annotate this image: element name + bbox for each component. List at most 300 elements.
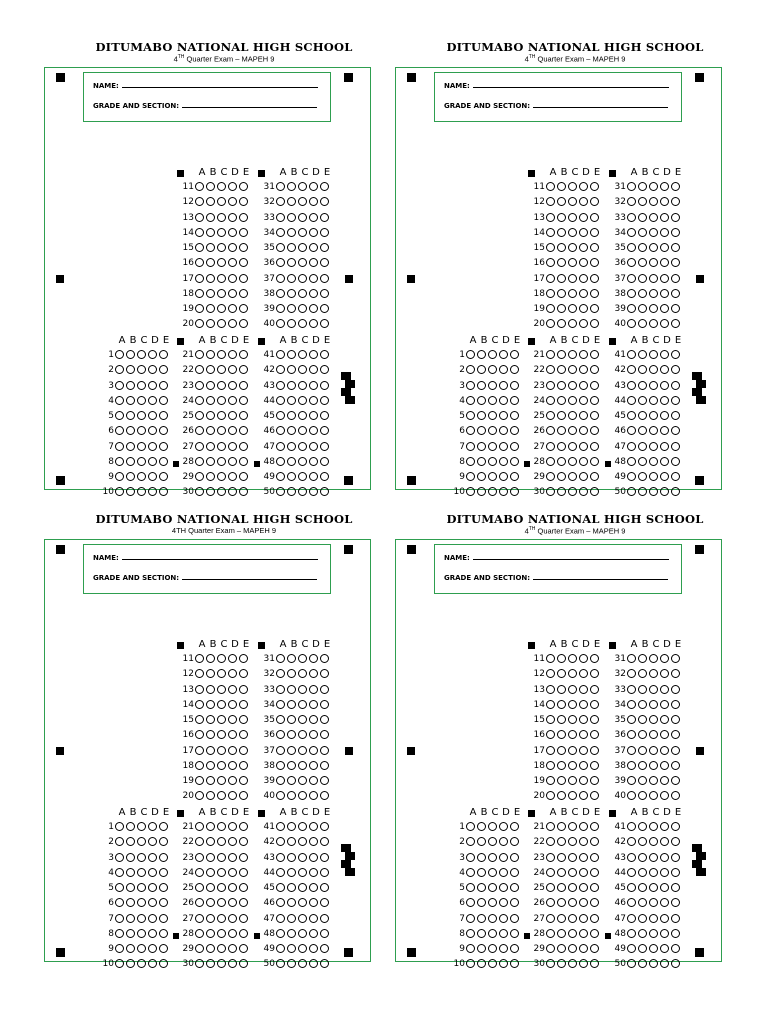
answer-bubble[interactable]	[477, 442, 486, 451]
answer-bubble[interactable]	[287, 791, 296, 800]
answer-bubble[interactable]	[287, 746, 296, 755]
answer-bubble[interactable]	[590, 746, 599, 755]
answer-bubble[interactable]	[298, 715, 307, 724]
answer-bubble[interactable]	[568, 944, 577, 953]
answer-bubble[interactable]	[649, 319, 658, 328]
answer-bubble[interactable]	[510, 837, 519, 846]
answer-bubble[interactable]	[195, 685, 204, 694]
answer-bubble[interactable]	[239, 761, 248, 770]
answer-bubble[interactable]	[557, 319, 566, 328]
answer-bubble[interactable]	[546, 822, 555, 831]
name-field[interactable]	[444, 553, 669, 562]
answer-bubble[interactable]	[206, 929, 215, 938]
answer-bubble[interactable]	[228, 472, 237, 481]
answer-bubble[interactable]	[499, 929, 508, 938]
answer-bubble[interactable]	[276, 929, 285, 938]
answer-bubble[interactable]	[568, 959, 577, 968]
answer-bubble[interactable]	[568, 365, 577, 374]
answer-bubble[interactable]	[649, 654, 658, 663]
answer-bubble[interactable]	[638, 381, 647, 390]
answer-bubble[interactable]	[126, 442, 135, 451]
answer-bubble[interactable]	[287, 944, 296, 953]
answer-bubble[interactable]	[159, 442, 168, 451]
answer-bubble[interactable]	[195, 289, 204, 298]
answer-bubble[interactable]	[206, 182, 215, 191]
answer-bubble[interactable]	[590, 730, 599, 739]
answer-bubble[interactable]	[660, 304, 669, 313]
answer-bubble[interactable]	[649, 304, 658, 313]
answer-bubble[interactable]	[671, 914, 680, 923]
answer-bubble[interactable]	[137, 959, 146, 968]
answer-bubble[interactable]	[309, 959, 318, 968]
answer-bubble[interactable]	[638, 213, 647, 222]
answer-bubble[interactable]	[320, 426, 329, 435]
answer-bubble[interactable]	[627, 411, 636, 420]
answer-bubble[interactable]	[206, 243, 215, 252]
answer-bubble[interactable]	[510, 426, 519, 435]
answer-bubble[interactable]	[126, 411, 135, 420]
answer-bubble[interactable]	[276, 654, 285, 663]
answer-bubble[interactable]	[477, 959, 486, 968]
answer-bubble[interactable]	[276, 883, 285, 892]
answer-bubble[interactable]	[217, 197, 226, 206]
answer-bubble[interactable]	[239, 700, 248, 709]
answer-bubble[interactable]	[287, 365, 296, 374]
answer-bubble[interactable]	[228, 715, 237, 724]
answer-bubble[interactable]	[546, 776, 555, 785]
answer-bubble[interactable]	[671, 274, 680, 283]
answer-bubble[interactable]	[298, 442, 307, 451]
answer-bubble[interactable]	[671, 289, 680, 298]
answer-bubble[interactable]	[649, 914, 658, 923]
answer-bubble[interactable]	[638, 289, 647, 298]
answer-bubble[interactable]	[660, 182, 669, 191]
answer-bubble[interactable]	[276, 197, 285, 206]
answer-bubble[interactable]	[276, 776, 285, 785]
answer-bubble[interactable]	[287, 776, 296, 785]
answer-bubble[interactable]	[477, 472, 486, 481]
answer-bubble[interactable]	[546, 396, 555, 405]
answer-bubble[interactable]	[546, 883, 555, 892]
answer-bubble[interactable]	[287, 883, 296, 892]
answer-bubble[interactable]	[671, 197, 680, 206]
answer-bubble[interactable]	[499, 472, 508, 481]
answer-bubble[interactable]	[228, 411, 237, 420]
answer-bubble[interactable]	[298, 746, 307, 755]
answer-bubble[interactable]	[115, 411, 124, 420]
answer-bubble[interactable]	[638, 396, 647, 405]
answer-bubble[interactable]	[660, 213, 669, 222]
answer-bubble[interactable]	[477, 837, 486, 846]
answer-bubble[interactable]	[126, 381, 135, 390]
answer-bubble[interactable]	[660, 715, 669, 724]
answer-bubble[interactable]	[649, 381, 658, 390]
answer-bubble[interactable]	[298, 944, 307, 953]
answer-bubble[interactable]	[557, 669, 566, 678]
answer-bubble[interactable]	[671, 319, 680, 328]
answer-bubble[interactable]	[137, 853, 146, 862]
answer-bubble[interactable]	[568, 715, 577, 724]
answer-bubble[interactable]	[649, 944, 658, 953]
answer-bubble[interactable]	[488, 365, 497, 374]
answer-bubble[interactable]	[638, 929, 647, 938]
answer-bubble[interactable]	[148, 396, 157, 405]
answer-bubble[interactable]	[126, 350, 135, 359]
answer-bubble[interactable]	[195, 304, 204, 313]
answer-bubble[interactable]	[309, 944, 318, 953]
answer-bubble[interactable]	[590, 243, 599, 252]
answer-bubble[interactable]	[298, 487, 307, 496]
answer-bubble[interactable]	[568, 304, 577, 313]
answer-bubble[interactable]	[638, 411, 647, 420]
answer-bubble[interactable]	[276, 715, 285, 724]
answer-bubble[interactable]	[671, 411, 680, 420]
answer-bubble[interactable]	[320, 883, 329, 892]
answer-bubble[interactable]	[557, 868, 566, 877]
answer-bubble[interactable]	[638, 761, 647, 770]
answer-bubble[interactable]	[115, 472, 124, 481]
answer-bubble[interactable]	[217, 289, 226, 298]
answer-bubble[interactable]	[649, 685, 658, 694]
answer-bubble[interactable]	[320, 442, 329, 451]
answer-bubble[interactable]	[217, 791, 226, 800]
answer-bubble[interactable]	[276, 822, 285, 831]
answer-bubble[interactable]	[126, 837, 135, 846]
answer-bubble[interactable]	[638, 776, 647, 785]
answer-bubble[interactable]	[206, 654, 215, 663]
answer-bubble[interactable]	[499, 822, 508, 831]
answer-bubble[interactable]	[627, 396, 636, 405]
answer-bubble[interactable]	[660, 853, 669, 862]
answer-bubble[interactable]	[627, 289, 636, 298]
answer-bubble[interactable]	[671, 182, 680, 191]
answer-bubble[interactable]	[115, 365, 124, 374]
answer-bubble[interactable]	[309, 883, 318, 892]
answer-bubble[interactable]	[488, 959, 497, 968]
answer-bubble[interactable]	[287, 182, 296, 191]
answer-bubble[interactable]	[320, 959, 329, 968]
answer-bubble[interactable]	[298, 761, 307, 770]
answer-bubble[interactable]	[627, 685, 636, 694]
answer-bubble[interactable]	[309, 791, 318, 800]
answer-bubble[interactable]	[649, 776, 658, 785]
answer-bubble[interactable]	[579, 457, 588, 466]
answer-bubble[interactable]	[148, 822, 157, 831]
answer-bubble[interactable]	[206, 487, 215, 496]
answer-bubble[interactable]	[671, 761, 680, 770]
answer-bubble[interactable]	[671, 746, 680, 755]
answer-bubble[interactable]	[228, 213, 237, 222]
answer-bubble[interactable]	[206, 228, 215, 237]
answer-bubble[interactable]	[671, 472, 680, 481]
answer-bubble[interactable]	[546, 746, 555, 755]
answer-bubble[interactable]	[217, 883, 226, 892]
answer-bubble[interactable]	[627, 959, 636, 968]
answer-bubble[interactable]	[671, 213, 680, 222]
answer-bubble[interactable]	[660, 472, 669, 481]
answer-bubble[interactable]	[126, 396, 135, 405]
answer-bubble[interactable]	[287, 868, 296, 877]
answer-bubble[interactable]	[228, 944, 237, 953]
answer-bubble[interactable]	[638, 228, 647, 237]
answer-bubble[interactable]	[649, 837, 658, 846]
grade-section-field[interactable]	[93, 573, 317, 582]
answer-bubble[interactable]	[579, 442, 588, 451]
answer-bubble[interactable]	[276, 228, 285, 237]
answer-bubble[interactable]	[239, 791, 248, 800]
answer-bubble[interactable]	[276, 761, 285, 770]
answer-bubble[interactable]	[590, 304, 599, 313]
answer-bubble[interactable]	[638, 258, 647, 267]
answer-bubble[interactable]	[649, 730, 658, 739]
answer-bubble[interactable]	[568, 457, 577, 466]
answer-bubble[interactable]	[627, 197, 636, 206]
answer-bubble[interactable]	[276, 426, 285, 435]
answer-bubble[interactable]	[627, 243, 636, 252]
answer-bubble[interactable]	[228, 197, 237, 206]
answer-bubble[interactable]	[320, 274, 329, 283]
answer-bubble[interactable]	[239, 365, 248, 374]
answer-bubble[interactable]	[298, 258, 307, 267]
answer-bubble[interactable]	[276, 487, 285, 496]
answer-bubble[interactable]	[115, 914, 124, 923]
answer-bubble[interactable]	[217, 822, 226, 831]
answer-bubble[interactable]	[126, 883, 135, 892]
answer-bubble[interactable]	[649, 700, 658, 709]
answer-bubble[interactable]	[568, 228, 577, 237]
answer-bubble[interactable]	[126, 457, 135, 466]
grade-section-blank[interactable]	[533, 101, 668, 108]
answer-bubble[interactable]	[590, 822, 599, 831]
answer-bubble[interactable]	[148, 914, 157, 923]
name-blank[interactable]	[122, 81, 318, 88]
answer-bubble[interactable]	[148, 929, 157, 938]
answer-bubble[interactable]	[217, 381, 226, 390]
answer-bubble[interactable]	[115, 442, 124, 451]
answer-bubble[interactable]	[217, 715, 226, 724]
answer-bubble[interactable]	[309, 837, 318, 846]
answer-bubble[interactable]	[546, 213, 555, 222]
answer-bubble[interactable]	[568, 654, 577, 663]
answer-bubble[interactable]	[671, 654, 680, 663]
answer-bubble[interactable]	[287, 685, 296, 694]
answer-bubble[interactable]	[239, 381, 248, 390]
answer-bubble[interactable]	[239, 213, 248, 222]
answer-bubble[interactable]	[546, 319, 555, 328]
answer-bubble[interactable]	[276, 837, 285, 846]
answer-bubble[interactable]	[649, 746, 658, 755]
answer-bubble[interactable]	[159, 929, 168, 938]
answer-bubble[interactable]	[499, 944, 508, 953]
answer-bubble[interactable]	[298, 411, 307, 420]
answer-bubble[interactable]	[546, 685, 555, 694]
answer-bubble[interactable]	[557, 442, 566, 451]
answer-bubble[interactable]	[627, 715, 636, 724]
answer-bubble[interactable]	[115, 822, 124, 831]
answer-bubble[interactable]	[287, 304, 296, 313]
answer-bubble[interactable]	[579, 487, 588, 496]
answer-bubble[interactable]	[206, 715, 215, 724]
answer-bubble[interactable]	[638, 730, 647, 739]
answer-bubble[interactable]	[217, 487, 226, 496]
answer-bubble[interactable]	[638, 243, 647, 252]
answer-bubble[interactable]	[276, 304, 285, 313]
answer-bubble[interactable]	[287, 837, 296, 846]
answer-bubble[interactable]	[579, 258, 588, 267]
answer-bubble[interactable]	[488, 914, 497, 923]
answer-bubble[interactable]	[195, 944, 204, 953]
answer-bubble[interactable]	[568, 868, 577, 877]
answer-bubble[interactable]	[320, 929, 329, 938]
answer-bubble[interactable]	[309, 396, 318, 405]
answer-bubble[interactable]	[320, 746, 329, 755]
answer-bubble[interactable]	[309, 487, 318, 496]
answer-bubble[interactable]	[228, 319, 237, 328]
answer-bubble[interactable]	[660, 761, 669, 770]
answer-bubble[interactable]	[488, 396, 497, 405]
answer-bubble[interactable]	[206, 761, 215, 770]
answer-bubble[interactable]	[546, 426, 555, 435]
answer-bubble[interactable]	[579, 350, 588, 359]
answer-bubble[interactable]	[568, 685, 577, 694]
answer-bubble[interactable]	[638, 472, 647, 481]
answer-bubble[interactable]	[276, 746, 285, 755]
answer-bubble[interactable]	[557, 365, 566, 374]
answer-bubble[interactable]	[488, 853, 497, 862]
answer-bubble[interactable]	[671, 365, 680, 374]
answer-bubble[interactable]	[546, 365, 555, 374]
answer-bubble[interactable]	[115, 944, 124, 953]
answer-bubble[interactable]	[660, 426, 669, 435]
answer-bubble[interactable]	[298, 837, 307, 846]
answer-bubble[interactable]	[309, 228, 318, 237]
answer-bubble[interactable]	[217, 258, 226, 267]
answer-bubble[interactable]	[276, 669, 285, 678]
answer-bubble[interactable]	[320, 700, 329, 709]
answer-bubble[interactable]	[638, 822, 647, 831]
answer-bubble[interactable]	[546, 228, 555, 237]
answer-bubble[interactable]	[137, 883, 146, 892]
answer-bubble[interactable]	[660, 365, 669, 374]
answer-bubble[interactable]	[671, 898, 680, 907]
answer-bubble[interactable]	[320, 350, 329, 359]
answer-bubble[interactable]	[627, 929, 636, 938]
answer-bubble[interactable]	[671, 258, 680, 267]
answer-bubble[interactable]	[276, 411, 285, 420]
answer-bubble[interactable]	[671, 350, 680, 359]
answer-bubble[interactable]	[228, 258, 237, 267]
answer-bubble[interactable]	[239, 715, 248, 724]
answer-bubble[interactable]	[309, 761, 318, 770]
answer-bubble[interactable]	[287, 274, 296, 283]
answer-bubble[interactable]	[590, 791, 599, 800]
answer-bubble[interactable]	[546, 959, 555, 968]
answer-bubble[interactable]	[579, 197, 588, 206]
answer-bubble[interactable]	[590, 365, 599, 374]
answer-bubble[interactable]	[579, 396, 588, 405]
answer-bubble[interactable]	[320, 197, 329, 206]
grade-section-blank[interactable]	[533, 573, 668, 580]
answer-bubble[interactable]	[590, 411, 599, 420]
answer-bubble[interactable]	[228, 914, 237, 923]
answer-bubble[interactable]	[488, 929, 497, 938]
answer-bubble[interactable]	[115, 396, 124, 405]
answer-bubble[interactable]	[579, 715, 588, 724]
answer-bubble[interactable]	[228, 365, 237, 374]
answer-bubble[interactable]	[239, 776, 248, 785]
answer-bubble[interactable]	[126, 868, 135, 877]
answer-bubble[interactable]	[546, 898, 555, 907]
answer-bubble[interactable]	[320, 898, 329, 907]
answer-bubble[interactable]	[477, 883, 486, 892]
answer-bubble[interactable]	[671, 304, 680, 313]
answer-bubble[interactable]	[638, 654, 647, 663]
answer-bubble[interactable]	[206, 914, 215, 923]
answer-bubble[interactable]	[510, 868, 519, 877]
answer-bubble[interactable]	[217, 959, 226, 968]
answer-bubble[interactable]	[195, 898, 204, 907]
answer-bubble[interactable]	[557, 929, 566, 938]
answer-bubble[interactable]	[287, 654, 296, 663]
answer-bubble[interactable]	[546, 442, 555, 451]
answer-bubble[interactable]	[499, 426, 508, 435]
answer-bubble[interactable]	[239, 258, 248, 267]
answer-bubble[interactable]	[649, 213, 658, 222]
answer-bubble[interactable]	[195, 182, 204, 191]
answer-bubble[interactable]	[195, 715, 204, 724]
answer-bubble[interactable]	[137, 457, 146, 466]
answer-bubble[interactable]	[309, 730, 318, 739]
answer-bubble[interactable]	[579, 700, 588, 709]
answer-bubble[interactable]	[309, 243, 318, 252]
answer-bubble[interactable]	[590, 959, 599, 968]
answer-bubble[interactable]	[638, 853, 647, 862]
answer-bubble[interactable]	[546, 730, 555, 739]
answer-bubble[interactable]	[579, 472, 588, 481]
answer-bubble[interactable]	[298, 365, 307, 374]
answer-bubble[interactable]	[590, 685, 599, 694]
answer-bubble[interactable]	[309, 442, 318, 451]
answer-bubble[interactable]	[638, 715, 647, 724]
answer-bubble[interactable]	[228, 669, 237, 678]
answer-bubble[interactable]	[579, 213, 588, 222]
answer-bubble[interactable]	[298, 457, 307, 466]
answer-bubble[interactable]	[206, 853, 215, 862]
answer-bubble[interactable]	[568, 837, 577, 846]
answer-bubble[interactable]	[195, 197, 204, 206]
answer-bubble[interactable]	[590, 258, 599, 267]
answer-bubble[interactable]	[499, 487, 508, 496]
answer-bubble[interactable]	[499, 396, 508, 405]
answer-bubble[interactable]	[137, 944, 146, 953]
answer-bubble[interactable]	[239, 304, 248, 313]
answer-bubble[interactable]	[638, 487, 647, 496]
answer-bubble[interactable]	[206, 289, 215, 298]
answer-bubble[interactable]	[276, 396, 285, 405]
answer-bubble[interactable]	[228, 304, 237, 313]
answer-bubble[interactable]	[298, 853, 307, 862]
answer-bubble[interactable]	[466, 822, 475, 831]
answer-bubble[interactable]	[488, 411, 497, 420]
answer-bubble[interactable]	[217, 274, 226, 283]
answer-bubble[interactable]	[579, 730, 588, 739]
answer-bubble[interactable]	[510, 853, 519, 862]
answer-bubble[interactable]	[217, 654, 226, 663]
answer-bubble[interactable]	[590, 396, 599, 405]
answer-bubble[interactable]	[510, 487, 519, 496]
answer-bubble[interactable]	[627, 442, 636, 451]
answer-bubble[interactable]	[510, 350, 519, 359]
